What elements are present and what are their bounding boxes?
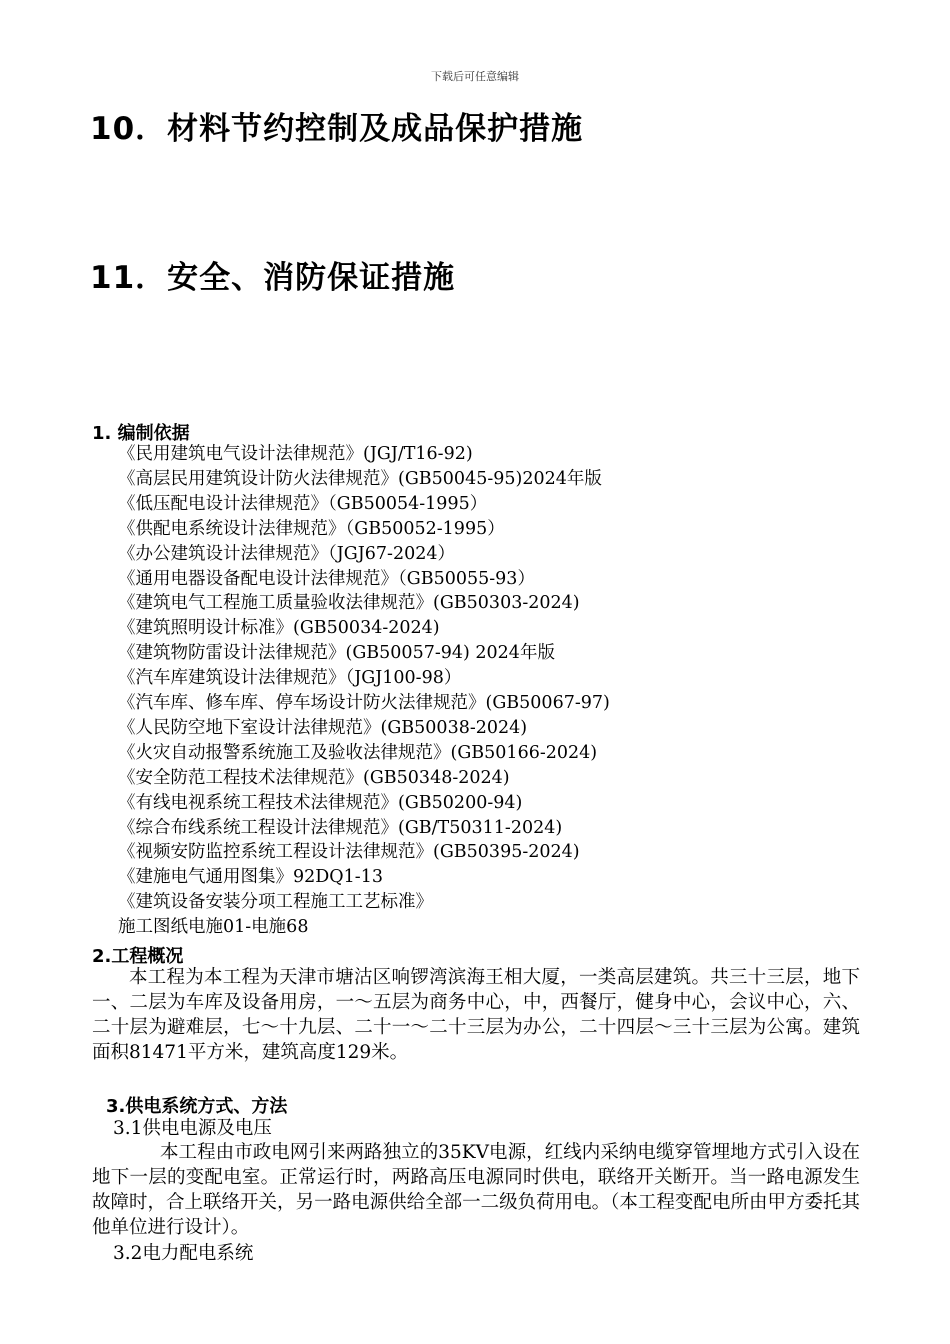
reference-item: 《安全防范工程技术法律规范》(GB50348-2024) — [118, 767, 510, 788]
reference-item: 施工图纸电施01-电施68 — [118, 917, 309, 938]
reference-item: 《建筑照明设计标准》(GB50034-2024) — [118, 618, 440, 639]
reference-item: 《汽车库、修车库、停车场设计防火法律规范》(GB50067-97) — [118, 693, 610, 713]
reference-item: 《建施电气通用图集》92DQ1-13 — [118, 867, 383, 888]
reference-item: 《建筑设备安装分项工程施工工艺标准》 — [118, 892, 433, 913]
overview-heading: 2.工程概况 — [92, 946, 184, 967]
reference-item: 《建筑电气工程施工质量验收法律规范》(GB50303-2024) — [118, 593, 580, 614]
page-header: 下载后可任意编辑 — [431, 70, 519, 83]
reference-item: 《建筑物防雷设计法律规范》(GB50057-94) 2024年版 — [118, 643, 555, 664]
reference-item: 《火灾自动报警系统施工及验收法律规范》(GB50166-2024) — [118, 742, 598, 763]
reference-item: 《有线电视系统工程技术法律规范》(GB50200-94) — [118, 792, 523, 813]
section-10-title: 10．材料节约控制及成品保护措施 — [90, 111, 584, 147]
power-subheading-1: 3.1供电电源及电压 — [113, 1118, 272, 1139]
reference-item: 《民用建筑电气设计法律规范》(JGJ/T16-92) — [118, 444, 473, 464]
reference-item: 《人民防空地下室设计法律规范》(GB50038-2024) — [118, 717, 528, 738]
reference-item: 《办公建筑设计法律规范》（JGJ67-2024） — [118, 543, 455, 564]
reference-item: 《供配电系统设计法律规范》（GB50052-1995） — [118, 518, 505, 539]
reference-item: 《汽车库建筑设计法律规范》（JGJ100-98） — [118, 668, 462, 689]
section-11-title: 11．安全、消防保证措施 — [90, 260, 456, 296]
reference-item: 《视频安防监控系统工程设计法律规范》(GB50395-2024) — [118, 842, 580, 863]
reference-item: 《通用电器设备配电设计法律规范》（GB50055-93） — [118, 568, 535, 589]
reference-item: 《高层民用建筑设计防火法律规范》(GB50045-95)2024年版 — [118, 468, 602, 489]
power-subheading-2: 3.2电力配电系统 — [113, 1243, 254, 1264]
power-paragraph-1: 本工程由市政电网引来两路独立的35KV电源，红线内采纳电缆穿管埋地方式引入设在地下一层的变配电室。正常运行时，两路高压电源同时供电，联络开关断开。当一路电源发生故障时，合上联络开关，另一路电源供给全部一二级负荷用电。（本工程变配电所由甲方委托其他单位进行设计）。 — [92, 1142, 860, 1238]
reference-item: 《低压配电设计法律规范》（GB50054-1995） — [118, 493, 488, 514]
basis-heading: 1. 编制依据 — [92, 423, 190, 444]
power-heading: 3.供电系统方式、方法 — [106, 1096, 288, 1117]
overview-paragraph: 本工程为本工程为天津市塘沽区响锣湾滨海王相大厦，一类高层建筑。共三十三层，地下一、二层为车库及设备用房，一～五层为商务中心，中，西餐厅，健身中心，会议中心，六、二十层为避难层，七～十九层、二十一～二十三层为办公，二十四层～三十三层为公寓。建筑面积81471平方米，建筑高度129米。 — [92, 967, 860, 1063]
reference-item: 《综合布线系统工程设计法律规范》(GB/T50311-2024) — [118, 817, 563, 838]
